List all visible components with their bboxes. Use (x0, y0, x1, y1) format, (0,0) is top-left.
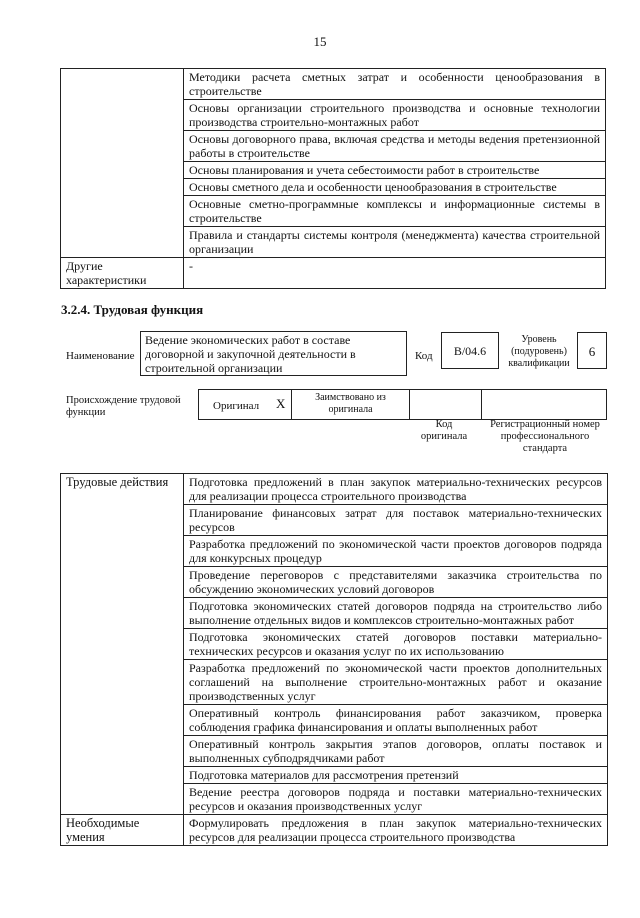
labor-action-item: Ведение реестра договоров подряда и поставки материально-технических ресурсов и оказания производственных услуг (184, 784, 608, 815)
table-row (61, 69, 606, 100)
knowledge-item: Основы сметного дела и особенности ценообразования в строительстве (184, 179, 606, 196)
code-original-label: Код оригинала (420, 419, 468, 442)
table-row (61, 815, 608, 846)
reg-number-label: Регистрационный номер профессионального стандарта (490, 419, 600, 454)
code-value: B/04.6 (453, 344, 487, 358)
labor-action-item: Разработка предложений по экономической части проектов договоров подряда для конкурсных процедур (184, 536, 608, 567)
knowledge-item: Основные сметно-программные комплексы и информационные системы в строительстве (184, 196, 606, 227)
reg-number-box (481, 389, 607, 420)
qualification-level-box (577, 332, 607, 369)
knowledge-item: Основы договорного права, включая средства и методы ведения претензионной работы в строительстве (184, 131, 606, 162)
table-row (61, 474, 608, 505)
original-box (198, 389, 292, 420)
original-mark: X (276, 396, 286, 411)
function-name-box (140, 331, 407, 376)
other-characteristics-value: - (184, 258, 606, 289)
origin-label: Происхождение трудовой функции (66, 395, 181, 418)
labor-action-item: Проведение переговоров с представителями заказчика строительства по обсуждению экономических условий договоров (184, 567, 608, 598)
code-label: Код (415, 350, 433, 362)
labor-actions-label: Трудовые действия (61, 474, 184, 815)
knowledge-item: Основы организации строительного производства и основные технологии производства строительно-монтажных работ (184, 100, 606, 131)
knowledge-item: Правила и стандарты системы контроля (менеджмента) качества строительной организации (184, 227, 606, 258)
labor-function-table (60, 473, 608, 846)
knowledge-item: Методики расчета сметных затрат и особенности ценообразования в строительстве (184, 69, 606, 100)
labor-action-item: Подготовка экономических статей договоров поставки материально-технических ресурсов и оказания услуг по их использованию (184, 629, 608, 660)
labor-action-item: Оперативный контроль финансирования работ заказчиком, проверка соблюдения графика финансирования и оплаты выполненных работ (184, 705, 608, 736)
skill-item: Формулировать предложения в план закупок материально-технических ресурсов для реализации процесса строительного производства (184, 815, 608, 846)
borrowed-box (291, 389, 410, 420)
labor-action-item: Оперативный контроль закрытия этапов договоров, оплаты поставок и выполненных субподрядчиками работ (184, 736, 608, 767)
original-label: Оригинал (213, 400, 260, 412)
required-skills-label: Необходимые умения (61, 815, 184, 846)
name-label: Наименование (66, 350, 135, 362)
labor-action-item: Подготовка экономических статей договоров подряда на строительство либо выполнение отдельных видов и комплексов строительно-монтажных работ (184, 598, 608, 629)
function-name-value: Ведение экономических работ в составе договорной и закупочной деятельности в строительной организации (145, 333, 356, 375)
knowledge-item: Основы планирования и учета себестоимости работ в строительстве (184, 162, 606, 179)
labor-action-item: Планирование финансовых затрат для поставок материально-технических ресурсов (184, 505, 608, 536)
code-original-box (409, 389, 482, 420)
labor-action-item: Разработка предложений по экономической части проектов дополнительных соглашений на выполнение строительно-монтажных работ и оказание производственных услуг (184, 660, 608, 705)
page-number: 15 (313, 34, 327, 49)
section-title: 3.2.4. Трудовая функция (61, 302, 204, 317)
labor-action-item: Подготовка предложений в план закупок материально-технических ресурсов для реализации процесса строительного производства (184, 474, 608, 505)
labor-action-item: Подготовка материалов для рассмотрения претензий (184, 767, 608, 784)
code-value-box (441, 332, 499, 369)
borrowed-label: Заимствовано из оригинала (315, 392, 386, 415)
knowledge-table (60, 68, 606, 289)
table-cell-empty (61, 69, 184, 258)
other-characteristics-label: Другие характеристики (61, 258, 184, 289)
qualification-level-label: Уровень (подуровень) квалификации (508, 334, 570, 369)
table-row (61, 258, 606, 289)
qualification-level-value: 6 (588, 344, 596, 359)
